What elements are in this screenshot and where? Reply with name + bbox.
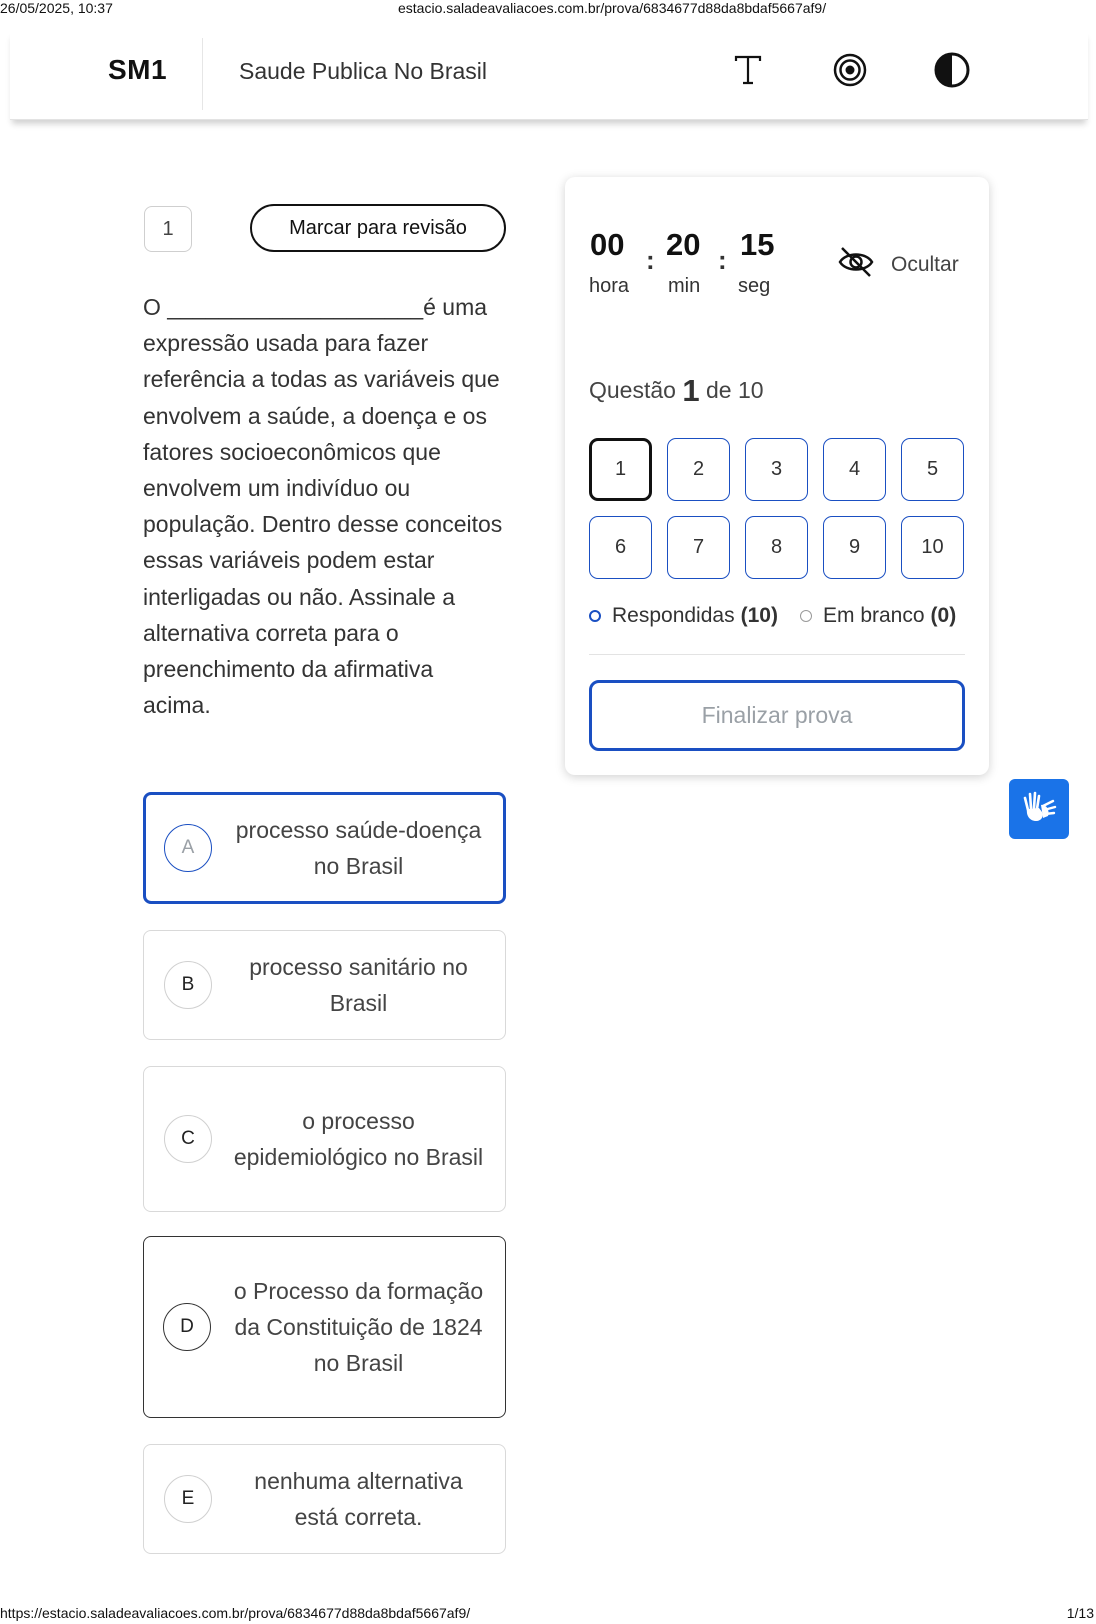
timer-separator: : — [646, 245, 655, 275]
exam-panel — [565, 177, 989, 775]
legend-answered-label: Respondidas — [612, 604, 735, 627]
top-bar — [10, 30, 1088, 120]
timer-minutes: 20 — [666, 227, 701, 262]
option-text: o processo epidemiológico no Brasil — [233, 1108, 484, 1170]
contrast-icon[interactable] — [930, 48, 974, 92]
option-e[interactable] — [143, 1444, 506, 1554]
timer-hours-label: hora — [589, 275, 630, 297]
question-nav-1[interactable]: 1 — [589, 438, 652, 501]
question-nav-8[interactable]: 8 — [745, 516, 808, 579]
question-counter-prefix: Questão — [589, 377, 676, 403]
finish-exam-button[interactable]: Finalizar prova — [589, 680, 965, 751]
option-d[interactable] — [143, 1236, 506, 1418]
legend-answered — [589, 604, 778, 628]
question-counter-current: 1 — [682, 373, 700, 408]
option-b[interactable] — [143, 930, 506, 1040]
question-nav-7[interactable]: 7 — [667, 516, 730, 579]
logo: SM1 — [108, 54, 168, 85]
option-c[interactable] — [143, 1066, 506, 1212]
legend-blank-count: (0) — [930, 604, 957, 627]
question-nav-4[interactable]: 4 — [823, 438, 886, 501]
option-letter: B — [164, 961, 212, 1009]
eye-off-icon — [837, 245, 875, 284]
print-page-count: 1/13 — [1066, 1605, 1094, 1621]
option-letter: D — [163, 1303, 211, 1351]
timer-seconds-label: seg — [738, 275, 771, 297]
panel-divider — [589, 654, 965, 655]
option-text: processo sanitário no Brasil — [249, 954, 468, 1016]
timer-seconds: 15 — [740, 227, 775, 262]
print-datetime: 26/05/2025, 10:37 — [0, 0, 113, 16]
option-letter: E — [164, 1475, 212, 1523]
timer-separator: : — [718, 245, 727, 275]
sign-language-hands-icon — [1020, 788, 1058, 831]
hide-timer-label: Ocultar — [891, 252, 959, 276]
question-counter — [589, 373, 764, 409]
timer-hours: 00 — [590, 227, 625, 262]
question-nav-9[interactable]: 9 — [823, 516, 886, 579]
legend-blank-label: Em branco — [823, 604, 925, 627]
question-counter-suffix: de 10 — [705, 377, 764, 403]
course-title: Saude Publica No Brasil — [239, 58, 488, 84]
question-nav-6[interactable]: 6 — [589, 516, 652, 579]
question-nav-3[interactable]: 3 — [745, 438, 808, 501]
question-nav-2[interactable]: 2 — [667, 438, 730, 501]
option-letter: A — [164, 824, 212, 872]
option-a[interactable] — [143, 792, 506, 904]
option-text: processo saúde-doença no Brasil — [235, 817, 482, 879]
answered-dot-icon — [589, 610, 601, 622]
vlibras-accessibility-button[interactable] — [1009, 779, 1069, 839]
legend-answered-count: (10) — [740, 604, 778, 627]
mark-for-review-button[interactable]: Marcar para revisão — [250, 204, 506, 252]
print-footer-url: https://estacio.saladeavaliacoes.com.br/prova/6834677d88da8bdaf5667af9/ — [0, 1605, 471, 1621]
question-nav-5[interactable]: 5 — [901, 438, 964, 501]
option-text: o Processo da formação da Constituição de 1824 no Brasil — [233, 1278, 484, 1376]
font-size-icon[interactable] — [726, 48, 770, 92]
option-text: nenhuma alternativa está correta. — [254, 1468, 463, 1530]
option-letter: C — [164, 1115, 212, 1163]
question-number: 1 — [144, 206, 192, 252]
print-page-url: estacio.saladeavaliacoes.com.br/prova/6834677d88da8bdaf5667af9/ — [398, 0, 827, 16]
hide-timer-toggle[interactable] — [837, 245, 959, 284]
legend-blank — [800, 604, 956, 628]
target-icon[interactable] — [828, 48, 872, 92]
timer-minutes-label: min — [668, 275, 701, 297]
question-text: O ____________________é uma expressão usada para fazer referência a todas as variáveis que envolvem a saúde, a doença e os fatores socioeconômicos que envolvem um indivíduo ou população. Dentro desse conceitos essas variáveis podem estar interligadas ou não. Assinale a alternativa correta para o preenchimento da afirmativa acima. — [143, 294, 503, 719]
topbar-divider — [202, 38, 203, 110]
question-nav-10[interactable]: 10 — [901, 516, 964, 579]
blank-dot-icon — [800, 610, 812, 622]
